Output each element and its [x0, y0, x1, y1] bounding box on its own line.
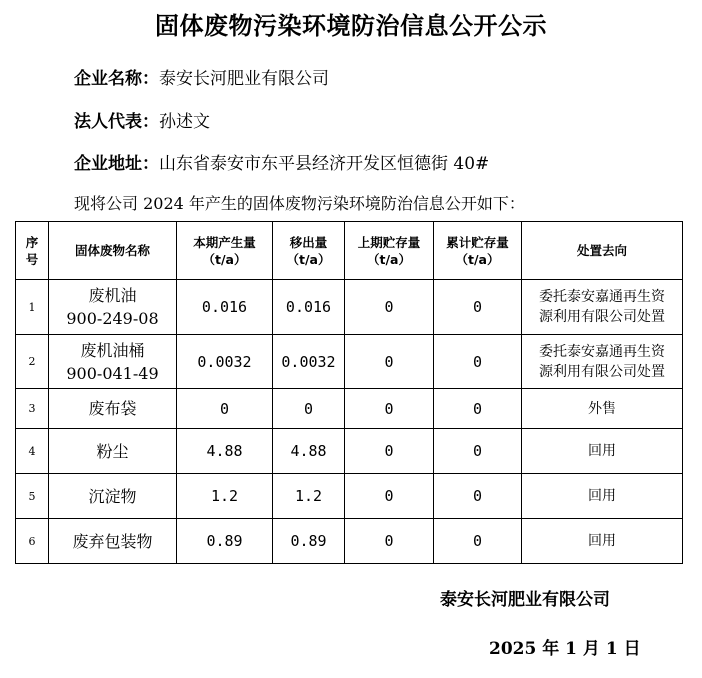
cell-seq: 4 [16, 429, 49, 474]
cell-cum-storage: 0 [434, 389, 522, 429]
cell-transferred: 4.88 [273, 429, 345, 474]
cell-produced: 0.0032 [177, 335, 273, 389]
cell-prev-storage: 0 [345, 519, 434, 564]
cell-name: 废机油 900-249-08 [49, 280, 177, 335]
cell-prev-storage: 0 [345, 429, 434, 474]
table-header-row [16, 222, 683, 280]
legal-rep-value: 孙述文 [159, 112, 210, 132]
cell-produced: 0.89 [177, 519, 273, 564]
cell-produced: 1.2 [177, 474, 273, 519]
cell-produced: 0.016 [177, 280, 273, 335]
cell-cum-storage: 0 [434, 429, 522, 474]
cell-prev-storage: 0 [345, 280, 434, 335]
cell-cum-storage: 0 [434, 474, 522, 519]
address-line [74, 149, 489, 174]
cell-transferred: 0.0032 [273, 335, 345, 389]
cell-seq: 6 [16, 519, 49, 564]
table-row [16, 519, 683, 564]
cell-cum-storage: 0 [434, 519, 522, 564]
table-row [16, 335, 683, 389]
header-seq: 序 号 [16, 222, 49, 280]
intro-text: 现将公司 2024 年产生的固体废物污染环境防治信息公开如下： [74, 194, 525, 213]
cell-prev-storage: 0 [345, 474, 434, 519]
cell-name: 废机油桶 900-041-49 [49, 335, 177, 389]
header-name: 固体废物名称 [49, 222, 177, 280]
cell-disposal: 回用 [522, 474, 683, 519]
cell-cum-storage: 0 [434, 335, 522, 389]
cell-disposal: 委托泰安嘉通再生资 源利用有限公司处置 [522, 280, 683, 335]
cell-produced: 4.88 [177, 429, 273, 474]
company-label: 企业名称： [74, 69, 159, 89]
cell-seq: 1 [16, 280, 49, 335]
cell-disposal: 回用 [522, 519, 683, 564]
page-title: 固体废物污染环境防治信息公开公示 [155, 11, 547, 40]
cell-disposal: 回用 [522, 429, 683, 474]
company-line [74, 64, 329, 89]
cell-name: 粉尘 [49, 429, 177, 474]
cell-seq: 5 [16, 474, 49, 519]
table-row [16, 474, 683, 519]
header-cum-storage: 累计贮存量 （t/a） [434, 222, 522, 280]
header-disposal: 处置去向 [522, 222, 683, 280]
table-row [16, 280, 683, 335]
cell-disposal: 委托泰安嘉通再生资 源利用有限公司处置 [522, 335, 683, 389]
footer-date: 2025 年 1 月 1 日 [489, 639, 641, 659]
company-value: 泰安长河肥业有限公司 [159, 69, 329, 89]
cell-disposal: 外售 [522, 389, 683, 429]
table-row [16, 429, 683, 474]
footer-company: 泰安长河肥业有限公司 [440, 590, 610, 610]
cell-prev-storage: 0 [345, 389, 434, 429]
cell-cum-storage: 0 [434, 280, 522, 335]
cell-transferred: 0 [273, 389, 345, 429]
cell-name: 废布袋 [49, 389, 177, 429]
legal-rep-label: 法人代表： [74, 112, 159, 132]
address-label: 企业地址： [74, 154, 159, 174]
cell-produced: 0 [177, 389, 273, 429]
legal-rep-line [74, 107, 210, 132]
header-produced: 本期产生量 （t/a） [177, 222, 273, 280]
waste-table [15, 221, 683, 564]
table-row [16, 389, 683, 429]
cell-seq: 2 [16, 335, 49, 389]
address-value: 山东省泰安市东平县经济开发区恒德街 40# [159, 154, 490, 174]
cell-name: 沉淀物 [49, 474, 177, 519]
cell-transferred: 1.2 [273, 474, 345, 519]
cell-name: 废弃包装物 [49, 519, 177, 564]
cell-prev-storage: 0 [345, 335, 434, 389]
header-transferred: 移出量 （t/a） [273, 222, 345, 280]
cell-seq: 3 [16, 389, 49, 429]
cell-transferred: 0.89 [273, 519, 345, 564]
header-prev-storage: 上期贮存量 （t/a） [345, 222, 434, 280]
cell-transferred: 0.016 [273, 280, 345, 335]
